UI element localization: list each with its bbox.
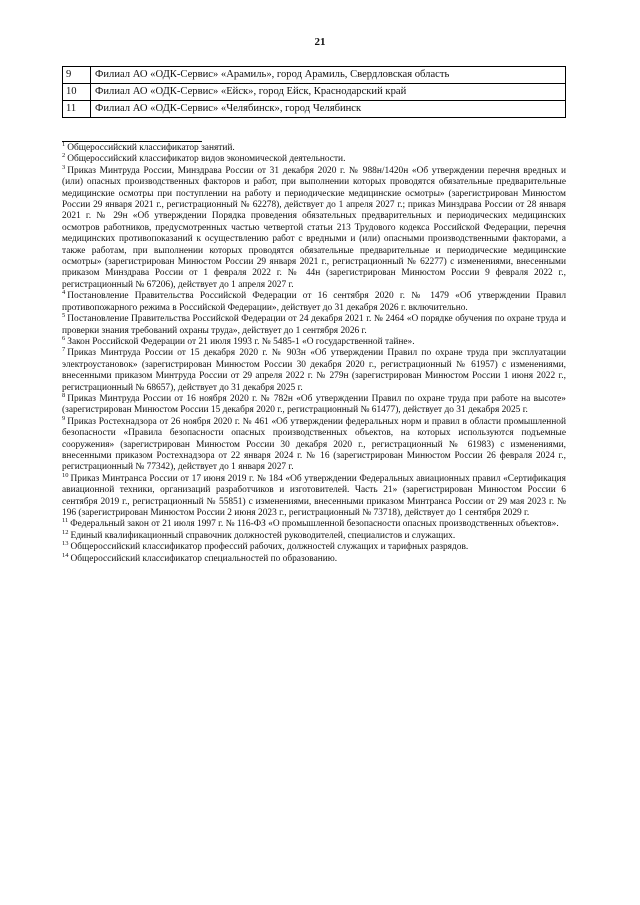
footnote-mark: 1 bbox=[62, 140, 66, 148]
footnote-mark: 11 bbox=[62, 517, 69, 525]
footnote bbox=[62, 519, 566, 530]
footnote bbox=[62, 528, 566, 542]
footnote bbox=[62, 291, 566, 314]
footnote-text: Общероссийский классификатор профессий рабочих, должностей служащих и тарифных разрядов. bbox=[70, 542, 469, 553]
footnote bbox=[62, 311, 566, 337]
footnote-mark: 14 bbox=[62, 551, 69, 559]
footnotes bbox=[62, 140, 566, 565]
footnote bbox=[62, 542, 566, 553]
footnote-mark: 4 bbox=[62, 289, 66, 297]
branch-name: Филиал АО «ОДК-Сервис» «Челябинск», город Челябинск bbox=[91, 101, 566, 118]
footnote-text: Единый квалификационный справочник должностей руководителей, специалистов и служащих. bbox=[70, 530, 456, 541]
footnote bbox=[62, 163, 566, 291]
footnote-text: Приказ Ростехнадзора от 26 ноября 2020 г. № 461 «Об утверждении федеральных норм и правил в области промышленной безопасности «Правила безопасности опасных производственных объектов, на которых используются подъемные сооружения» (зарегистрирован Минюстом России 30 декабря 2020 г., регистрационный № 61983) с изменениями, внесенными приказом Ростехнадзора от 22 января 2024 г. № 16 (зарегистрирован Минюстом России 26 февраля 2024 г., регистрационный № 77342), действует до 1 января 2027 г. bbox=[62, 416, 566, 473]
footnote-text: Закон Российской Федерации от 21 июля 1993 г. № 5485-1 «О государственной тайне». bbox=[67, 336, 415, 347]
footnote-mark: 12 bbox=[62, 528, 69, 536]
footnote-mark: 10 bbox=[62, 471, 69, 479]
table-row bbox=[63, 67, 566, 84]
footnote-mark: 8 bbox=[62, 391, 66, 399]
footnote bbox=[62, 348, 566, 394]
footnote-mark: 13 bbox=[62, 540, 69, 548]
footnote bbox=[62, 154, 566, 165]
table-row bbox=[63, 101, 566, 118]
row-number: 10 bbox=[63, 84, 91, 101]
footnote-mark: 3 bbox=[62, 163, 66, 171]
footnote-text: Приказ Минтруда России от 16 ноября 2020 г. № 782н «Об утверждении Правил по охране труда при работе на высоте» (зарегистрирован Минюстом России 15 декабря 2020 г., регистрационный № 61477), действует до 31 декабря 2025 г. bbox=[62, 393, 566, 416]
branches-table bbox=[62, 66, 566, 118]
row-number: 9 bbox=[63, 67, 91, 84]
footnote bbox=[62, 140, 566, 154]
footnote-text: Общероссийский классификатор занятий. bbox=[67, 143, 235, 153]
footnote bbox=[62, 551, 566, 565]
footnote-text: Общероссийский классификатор видов экономической деятельности. bbox=[67, 154, 346, 165]
footnote-mark: 6 bbox=[62, 334, 66, 342]
footnote-mark: 9 bbox=[62, 414, 66, 422]
branch-name: Филиал АО «ОДК-Сервис» «Ейск», город Ейск, Краснодарский край bbox=[91, 84, 566, 101]
footnote-mark: 5 bbox=[62, 311, 66, 319]
footnote-text: Приказ Минтруда России от 15 декабря 2020 г. № 903н «Об утверждении Правил по охране труда при эксплуатации электроустановок» (зарегистрирован Минюстом России 30 декабря 2020 г., регистрационный № 61957) с изменениями, внесенными приказом Минтруда России от 29 апреля 2022 г. № 279н (зарегистрирован Минюстом России 1 июня 2022 г., регистрационный № 68657), действует до 31 декабря 2025 г. bbox=[62, 348, 566, 393]
footnote-mark: 2 bbox=[62, 152, 66, 160]
footnote bbox=[62, 471, 566, 520]
page-number: 21 bbox=[314, 36, 326, 48]
footnote-text: Постановление Правительства Российской Федерации от 16 сентября 2020 г. № 1479 «Об утверждении Правил противопожарного режима в Российской Федерации», действует до 31 декабря 2026 г. включительно. bbox=[62, 291, 566, 313]
footnote-text: Общероссийский классификатор специальностей по образованию. bbox=[70, 553, 338, 564]
footnote-text: Постановление Правительства Российской Федерации от 24 декабря 2021 г. № 2464 «О порядке обучения по охране труда и проверки знания требований охраны труда», действует до 1 сентября 2026 г. bbox=[62, 314, 566, 336]
footnote-separator bbox=[62, 141, 202, 142]
footnote bbox=[62, 391, 566, 417]
table-row bbox=[63, 84, 566, 101]
footnote bbox=[62, 414, 566, 474]
footnote-mark: 7 bbox=[62, 346, 66, 354]
footnote-text: Приказ Минтруда России, Минздрава России от 31 декабря 2020 г. № 988н/1420н «Об утверждении перечня вредных и (или) опасных производственных факторов и работ, при выполнении которых проводятся обязательные предварительные медицинские осмотры при поступлении на работу и периодические медицинские осмотры» (зарегистрирован Минюстом России 29 января 2021 г., регистрационный № 62278), действует до 1 апреля 2027 г.; приказ Минздрава России от 28 января 2021 г. № 29н «Об утверждении Порядка проведения обязательных предварительных и периодических медицинских осмотров работников, предусмотренных частью четвертой статьи 213 Трудового кодекса Российской Федерации, перечня медицинских противопоказаний к осуществлению работ с вредными и (или) опасными производственными факторами, а также работам, при выполнении которых проводятся обязательные предварительные и периодические медицинские осмотры» (зарегистрирован Минюстом России 29 января 2021 г., регистрационный № 62277) с изменениями, внесенными приказом Минздрава России от 1 февраля 2022 г. № 44н (зарегистрирован Минюстом России 9 февраля 2022 г., регистрационный № 67206), действует до 1 апреля 2027 г. bbox=[62, 165, 566, 290]
footnote-text: Федеральный закон от 21 июля 1997 г. № 116-ФЗ «О промышленной безопасности опасных производственных объектов». bbox=[70, 519, 559, 530]
row-number: 11 bbox=[63, 101, 91, 118]
footnote bbox=[62, 334, 566, 348]
branch-name: Филиал АО «ОДК-Сервис» «Арамиль», город Арамиль, Свердловская область bbox=[91, 67, 566, 84]
footnote-text: Приказ Минтранса России от 17 июня 2019 г. № 184 «Об утверждении Федеральных авиационных правил «Сертификация авиационной техники, организаций разработчиков и изготовителей. Часть 21» (зарегистрирован Минюстом России 6 сентября 2019 г., регистрационный № 55851) с изменениями, внесенными приказом Минтранса России от 29 мая 2023 г. № 196 (зарегистрирован Минюстом России 2 июня 2023 г., регистрационный № 73718), действует до 1 сентября 2029 г. bbox=[62, 473, 566, 518]
